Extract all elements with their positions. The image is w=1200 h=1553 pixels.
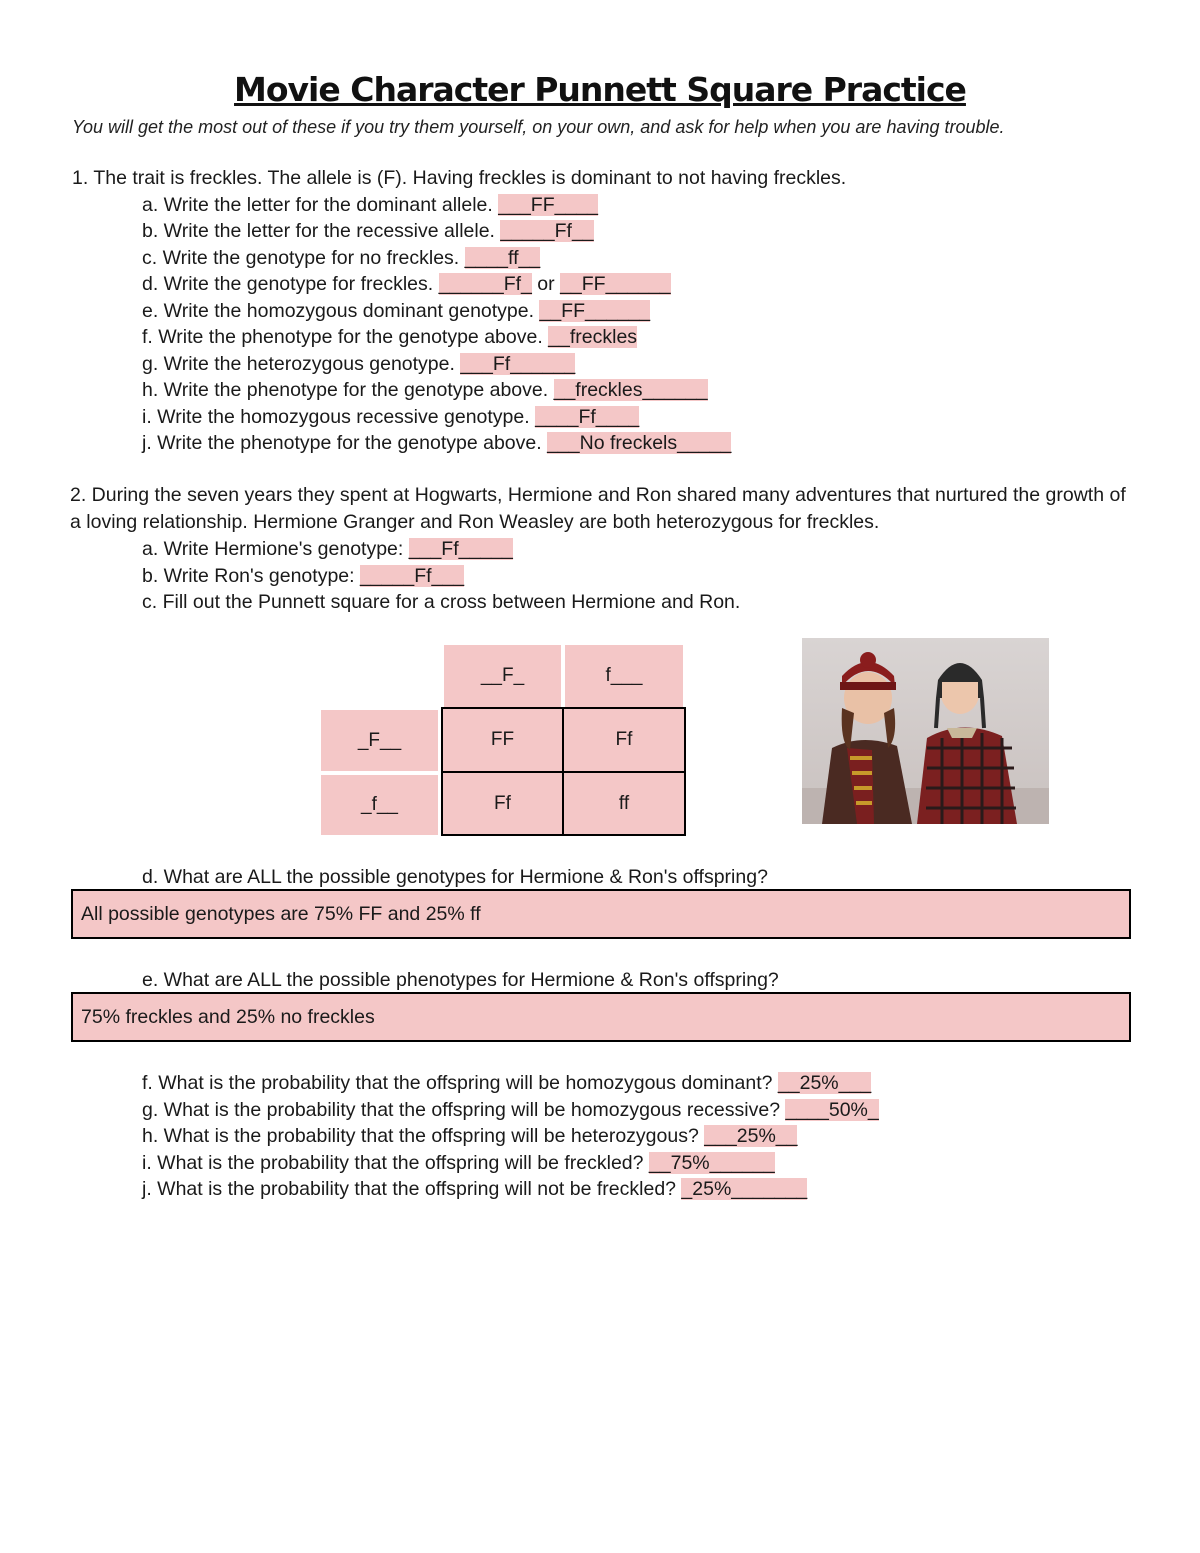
q1-item-i: i. Write the homozygous recessive genotype. ____Ff____ [142, 406, 640, 428]
answer-field[interactable]: __FF______ [560, 273, 671, 295]
answer-field[interactable]: __FF______ [539, 300, 651, 322]
q1-item-e: e. Write the homozygous dominant genotype. __FF______ [142, 300, 651, 322]
punnett-cell-1-2[interactable]: Ff [563, 708, 685, 772]
punnett-cell-2-1[interactable]: Ff [442, 772, 563, 835]
punnett-grid-divider [441, 771, 686, 773]
punnett-cell-1-1[interactable]: FF [442, 708, 563, 772]
answer-field[interactable]: _____Ff___ [359, 565, 465, 587]
answer-field[interactable]: __freckles [548, 326, 638, 348]
q2-item-h: h. What is the probability that the offspring will be heterozygous? ___25%__ [142, 1125, 798, 1147]
q2-item-a: a. Write Hermione's genotype: ___Ff_____ [142, 538, 513, 560]
answer-field[interactable]: ___25%__ [704, 1125, 798, 1147]
q1-item-g: g. Write the heterozygous genotype. ___Ff______ [142, 353, 576, 375]
photo-of-two-characters-in-snow-icon [802, 638, 1049, 824]
punnett-top-allele-2[interactable]: f___ [565, 645, 683, 707]
answer-field[interactable]: ____Ff____ [535, 406, 640, 428]
phenotypes-answer-box[interactable] [71, 992, 1131, 1042]
answer-field[interactable]: __75%______ [648, 1152, 775, 1174]
punnett-left-allele-1[interactable]: _F__ [321, 710, 438, 771]
genotypes-answer-box[interactable] [71, 889, 1131, 939]
answer-field[interactable]: ___Ff_____ [408, 538, 513, 560]
q2-intro: 2. During the seven years they spent at Hogwarts, Hermione and Ron shared many adventures that nurtured the growth of a loving relationship. Hermione Granger and Ron Weasley are both heterozygous for freckles. [70, 484, 1126, 533]
answer-field[interactable]: _25%_______ [681, 1178, 808, 1200]
answer-field[interactable]: _____Ff__ [500, 220, 594, 242]
genotypes-answer: All possible genotypes are 75% FF and 25% ff [81, 902, 481, 925]
q1-item-j: j. Write the phenotype for the genotype above. ___No freckels_____ [142, 432, 732, 454]
answer-field[interactable]: __25%___ [777, 1072, 872, 1094]
q2-item-d-prompt: d. What are ALL the possible genotypes for Hermione & Ron's offspring? [142, 866, 768, 888]
q2-item-g: g. What is the probability that the offspring will be homozygous recessive? ____50%_ [142, 1099, 879, 1121]
q2-item-i: i. What is the probability that the offspring will be freckled? __75%______ [142, 1152, 775, 1174]
q1-item-c: c. Write the genotype for no freckles. ____ff__ [142, 247, 541, 269]
q1-item-d: d. Write the genotype for freckles. ______Ff_ or __FF______ [142, 273, 671, 295]
q1-item-h: h. Write the phenotype for the genotype above. __freckles______ [142, 379, 708, 401]
answer-field[interactable]: __freckles______ [553, 379, 708, 401]
instructions: You will get the most out of these if you try them yourself, on your own, and ask for help when you are having trouble. [72, 117, 1005, 137]
answer-field[interactable]: ___No freckels_____ [547, 432, 732, 454]
phenotypes-answer: 75% freckles and 25% no freckles [81, 1005, 375, 1028]
q1-item-a: a. Write the letter for the dominant allele. ___FF____ [142, 194, 598, 216]
q1-item-b: b. Write the letter for the recessive allele. _____Ff__ [142, 220, 594, 242]
answer-field[interactable]: ______Ff_ [438, 273, 532, 295]
answer-field[interactable]: ____ff__ [464, 247, 541, 269]
punnett-left-allele-2[interactable]: _f__ [321, 775, 438, 835]
q1-item-f: f. Write the phenotype for the genotype above. __freckles [142, 326, 638, 348]
punnett-cell-2-2[interactable]: ff [563, 772, 685, 835]
q2-item-j: j. What is the probability that the offspring will not be freckled? _25%_______ [142, 1178, 808, 1200]
q2-item-c: c. Fill out the Punnett square for a cross between Hermione and Ron. [142, 591, 741, 613]
answer-field[interactable]: ___Ff______ [460, 353, 576, 375]
q2-item-e-prompt: e. What are ALL the possible phenotypes for Hermione & Ron's offspring? [142, 969, 779, 991]
answer-field[interactable]: ____50%_ [785, 1099, 879, 1121]
q1-intro: 1. The trait is freckles. The allele is (F). Having freckles is dominant to not having freckles. [72, 167, 847, 189]
q2-item-b: b. Write Ron's genotype: _____Ff___ [142, 565, 465, 587]
punnett-top-allele-1[interactable]: __F_ [444, 645, 561, 707]
page-title: Movie Character Punnett Square Practice [234, 70, 966, 109]
answer-field[interactable]: ___FF____ [498, 194, 598, 216]
q2-item-f: f. What is the probability that the offspring will be homozygous dominant? __25%___ [142, 1072, 872, 1094]
